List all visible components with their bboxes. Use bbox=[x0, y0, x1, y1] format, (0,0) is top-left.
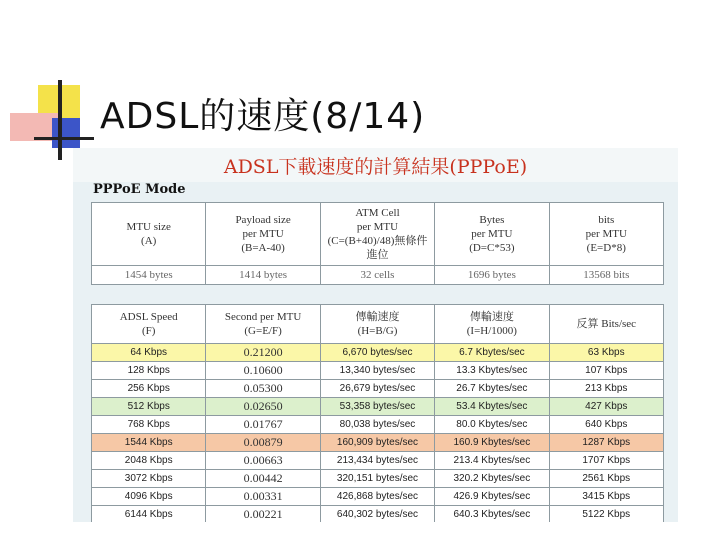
speed-table-cell: 26.7 Kbytes/sec bbox=[435, 380, 549, 398]
mtu-header-cell: bits per MTU (E=D*8) bbox=[549, 203, 663, 266]
speed-table-cell: 427 Kbps bbox=[549, 398, 663, 416]
speed-table-cell: 768 Kbps bbox=[92, 416, 206, 434]
speed-table-cell: 426.9 Kbytes/sec bbox=[435, 488, 549, 506]
speed-table-cell: 0.00221 bbox=[206, 506, 320, 523]
speed-table-image bbox=[73, 148, 678, 522]
speed-table-cell: 1707 Kbps bbox=[549, 452, 663, 470]
slide-title: ADSL的速度(8/14) bbox=[100, 96, 426, 137]
speed-table-cell: 53.4 Kbytes/sec bbox=[435, 398, 549, 416]
speed-table-cell: 256 Kbps bbox=[92, 380, 206, 398]
mtu-value-row bbox=[92, 266, 664, 285]
speed-header-cell: Second per MTU (G=E/F) bbox=[206, 305, 320, 344]
mtu-value-cell: 32 cells bbox=[320, 266, 434, 285]
speed-table-cell: 64 Kbps bbox=[92, 344, 206, 362]
speed-table-cell: 160.9 Kbytes/sec bbox=[435, 434, 549, 452]
speed-table-cell: 160,909 bytes/sec bbox=[320, 434, 434, 452]
mtu-header-row bbox=[92, 203, 664, 266]
speed-table-cell: 0.10600 bbox=[206, 362, 320, 380]
mtu-value-cell: 13568 bits bbox=[549, 266, 663, 285]
speed-header-row bbox=[92, 305, 664, 344]
speed-table-cell: 320,151 bytes/sec bbox=[320, 470, 434, 488]
sheet-header bbox=[73, 148, 678, 182]
speed-header-cell: 反算 Bits/sec bbox=[549, 305, 663, 344]
speed-table-row bbox=[92, 470, 664, 488]
speed-table-row bbox=[92, 416, 664, 434]
speed-table-cell: 26,679 bytes/sec bbox=[320, 380, 434, 398]
speed-table-cell: 63 Kbps bbox=[549, 344, 663, 362]
speed-table-cell: 6144 Kbps bbox=[92, 506, 206, 523]
speed-table-row bbox=[92, 362, 664, 380]
speed-table-row bbox=[92, 506, 664, 523]
mtu-header-cell: MTU size (A) bbox=[92, 203, 206, 266]
sheet-title: ADSL下載速度的計算結果(PPPoE) bbox=[223, 155, 528, 178]
decor-horizontal-line bbox=[34, 137, 94, 140]
speed-table-cell: 0.21200 bbox=[206, 344, 320, 362]
speed-table-cell: 1544 Kbps bbox=[92, 434, 206, 452]
speed-table-cell: 0.00331 bbox=[206, 488, 320, 506]
speed-header-cell: 傳輸速度 (I=H/1000) bbox=[435, 305, 549, 344]
speed-table-cell: 128 Kbps bbox=[92, 362, 206, 380]
speed-table-cell: 213,434 bytes/sec bbox=[320, 452, 434, 470]
speed-table-cell: 426,868 bytes/sec bbox=[320, 488, 434, 506]
mtu-table bbox=[91, 202, 664, 285]
speed-table-cell: 3415 Kbps bbox=[549, 488, 663, 506]
speed-table-cell: 213.4 Kbytes/sec bbox=[435, 452, 549, 470]
speed-table bbox=[91, 304, 664, 522]
speed-header-cell: ADSL Speed (F) bbox=[92, 305, 206, 344]
speed-table-cell: 1287 Kbps bbox=[549, 434, 663, 452]
speed-table-cell: 5122 Kbps bbox=[549, 506, 663, 523]
speed-table-cell: 320.2 Kbytes/sec bbox=[435, 470, 549, 488]
speed-header-cell: 傳輸速度 (H=B/G) bbox=[320, 305, 434, 344]
mode-label: PPPoE Mode bbox=[93, 182, 186, 197]
table-gap bbox=[91, 286, 664, 304]
speed-table-cell: 0.00879 bbox=[206, 434, 320, 452]
mtu-value-cell: 1414 bytes bbox=[206, 266, 320, 285]
mtu-header-cell: Payload size per MTU (B=A-40) bbox=[206, 203, 320, 266]
speed-table-row bbox=[92, 344, 664, 362]
speed-table-cell: 0.02650 bbox=[206, 398, 320, 416]
speed-table-cell: 640 Kbps bbox=[549, 416, 663, 434]
speed-table-row bbox=[92, 452, 664, 470]
speed-table-body bbox=[92, 344, 664, 523]
speed-table-cell: 13,340 bytes/sec bbox=[320, 362, 434, 380]
speed-table-cell: 3072 Kbps bbox=[92, 470, 206, 488]
speed-table-cell: 6.7 Kbytes/sec bbox=[435, 344, 549, 362]
speed-table-cell: 512 Kbps bbox=[92, 398, 206, 416]
speed-table-cell: 0.00442 bbox=[206, 470, 320, 488]
mtu-header-cell: ATM Cell per MTU (C=(B+40)/48)無條件 進位 bbox=[320, 203, 434, 266]
speed-table-cell: 80,038 bytes/sec bbox=[320, 416, 434, 434]
speed-table-cell: 6,670 bytes/sec bbox=[320, 344, 434, 362]
speed-table-cell: 53,358 bytes/sec bbox=[320, 398, 434, 416]
speed-table-cell: 2048 Kbps bbox=[92, 452, 206, 470]
speed-table-cell: 107 Kbps bbox=[549, 362, 663, 380]
speed-table-cell: 640,302 bytes/sec bbox=[320, 506, 434, 523]
speed-table-cell: 0.05300 bbox=[206, 380, 320, 398]
decor-vertical-line bbox=[58, 80, 62, 160]
speed-table-cell: 0.00663 bbox=[206, 452, 320, 470]
speed-table-cell: 80.0 Kbytes/sec bbox=[435, 416, 549, 434]
speed-table-cell: 0.01767 bbox=[206, 416, 320, 434]
speed-table-row bbox=[92, 434, 664, 452]
speed-table-cell: 4096 Kbps bbox=[92, 488, 206, 506]
speed-table-row bbox=[92, 488, 664, 506]
speed-table-row bbox=[92, 380, 664, 398]
speed-table-cell: 213 Kbps bbox=[549, 380, 663, 398]
speed-table-row bbox=[92, 398, 664, 416]
speed-table-cell: 640.3 Kbytes/sec bbox=[435, 506, 549, 523]
decor-blue-square bbox=[52, 118, 80, 148]
mtu-header-cell: Bytes per MTU (D=C*53) bbox=[435, 203, 549, 266]
speed-table-cell: 13.3 Kbytes/sec bbox=[435, 362, 549, 380]
speed-table-cell: 2561 Kbps bbox=[549, 470, 663, 488]
mtu-value-cell: 1696 bytes bbox=[435, 266, 549, 285]
mtu-value-cell: 1454 bytes bbox=[92, 266, 206, 285]
